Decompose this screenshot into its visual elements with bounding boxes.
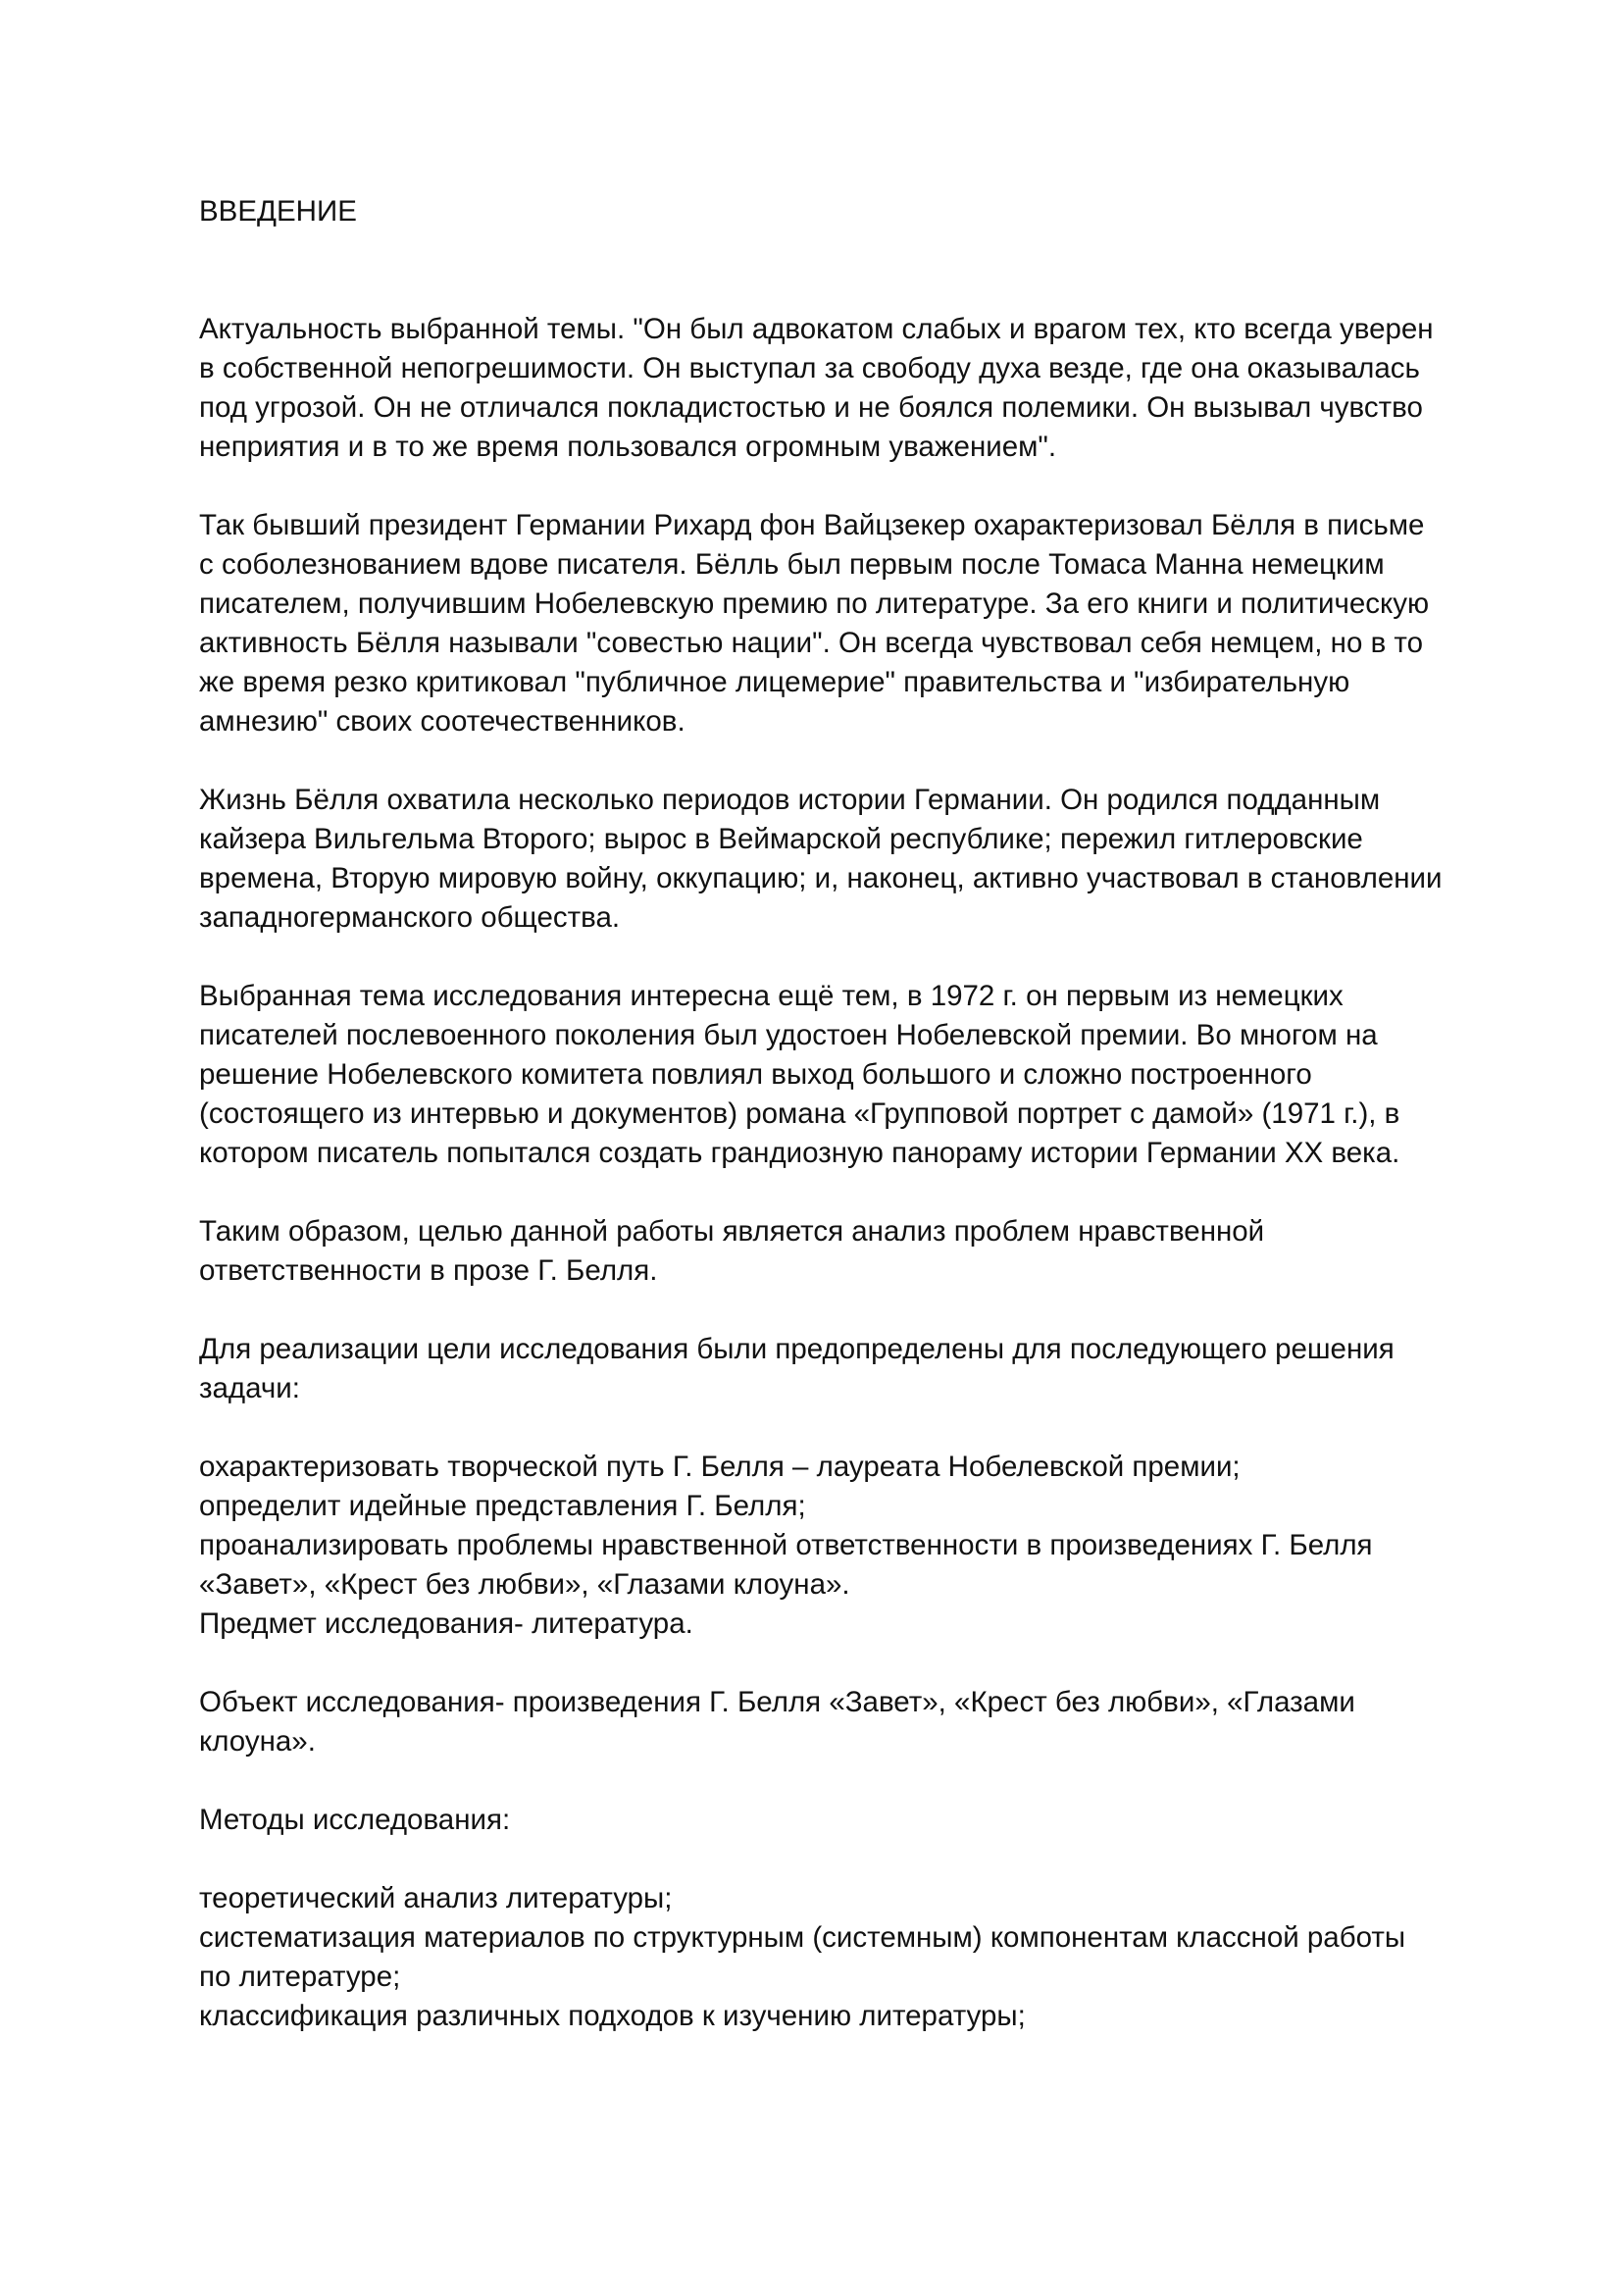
methods-list [199, 1879, 1445, 2036]
paragraph-weizsacker: Так бывший президент Германии Рихард фон Вайцзекер охарактеризовал Бёлля в письме с соболезнованием вдове писателя. Бёлль был первым после Томаса Манна немецким писателем, получившим Нобелевскую премию по литературе. За его книги и политическую активность Бёлля называли "совестью нации". Он всегда чувствовал себя немцем, но в то же время резко критиковал "публичное лицемерие" правительства и "избирательную амнезию" своих соотечественников. [199, 509, 1430, 738]
paragraph-object: Объект исследования- произведения Г. Белля «Завет», «Крест без любви», «Глазами клоуна». [199, 1686, 1355, 1758]
document-body [199, 192, 1445, 2075]
paragraph-goal: Таким образом, целью данной работы является анализ проблем нравственной ответственности в прозе Г. Белля. [199, 1215, 1265, 1287]
methods-title: Методы исследования: [199, 1804, 511, 1836]
task-item: проанализировать проблемы нравственной ответственности в произведениях Г. Белля «Завет», «Крест без любви», «Глазами клоуна». [199, 1529, 1373, 1601]
method-item: классификация различных подходов к изучению литературы; [199, 2000, 1026, 2032]
paragraph-relevance: Актуальность выбранной темы. "Он был адвокатом слабых и врагом тех, кто всегда уверен в собственной непогрешимости. Он выступал за свободу духа везде, где она оказывалась под угрозой. Он не отличался покладистостью и не боялся полемики. Он вызывал чувство неприятия и в то же время пользовался огромным уважением". [199, 313, 1434, 463]
tasks-list [199, 1448, 1445, 1644]
method-item: систематизация материалов по структурным (системным) компонентам классной работы по литературе; [199, 1921, 1406, 1993]
method-item: теоретический анализ литературы; [199, 1882, 673, 1914]
task-item: определит идейные представления Г. Белля; [199, 1490, 806, 1522]
paragraph-tasks-intro: Для реализации цели исследования были предопределены для последующего решения задачи: [199, 1333, 1395, 1404]
subject-line: Предмет исследования- литература. [199, 1607, 693, 1640]
paragraph-biography: Жизнь Бёлля охватила несколько периодов истории Германии. Он родился подданным кайзера Вильгельма Второго; вырос в Веймарской республике; пережил гитлеровские времена, Вторую мировую войну, оккупацию; и, наконец, активно участвовал в становлении западногерманского общества. [199, 784, 1443, 934]
task-item: охарактеризовать творческой путь Г. Белля – лауреата Нобелевской премии; [199, 1451, 1241, 1483]
section-heading: ВВЕДЕНИЕ [199, 195, 357, 228]
paragraph-nobel: Выбранная тема исследования интересна ещё тем, в 1972 г. он первым из немецких писателей послевоенного поколения был удостоен Нобелевской премии. Во многом на решение Нобелевского комитета повлиял выход большого и сложно построенного (состоящего из интервью и документов) романа «Групповой портрет с дамой» (1971 г.), в котором писатель попытался создать грандиозную панораму истории Германии XX века. [199, 980, 1400, 1169]
